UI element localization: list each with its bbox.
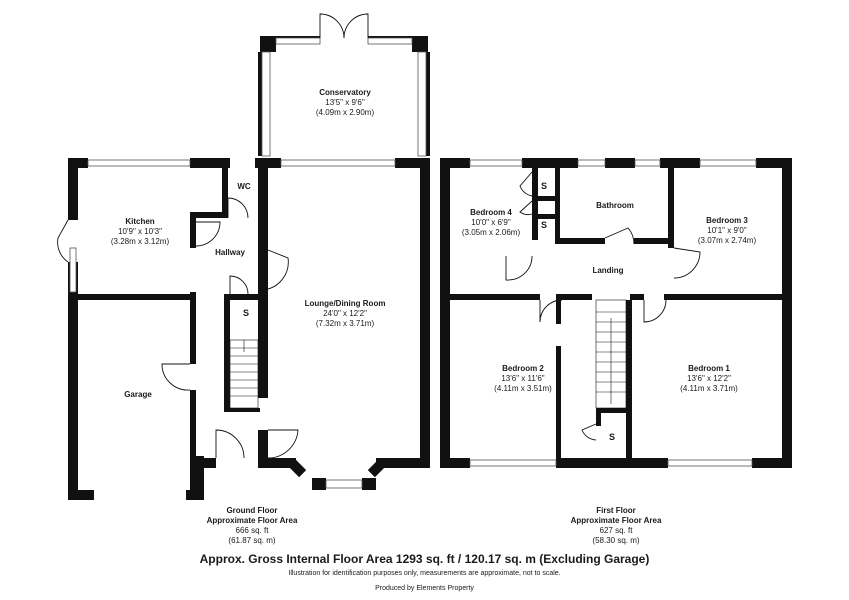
room-name: Landing (592, 266, 624, 275)
floor-area-sqm: (61.87 sq. m) (228, 536, 276, 545)
ground-floor-caption (194, 506, 310, 546)
room-metric: (3.05m x 2.06m) (461, 228, 521, 237)
room-name: Bedroom 3 (706, 216, 748, 225)
room-bedroom-4 (454, 208, 528, 238)
room-imperial: 13'6" x 11'6" (501, 374, 545, 383)
floor-area-label: Approximate Floor Area (206, 516, 298, 525)
room-name: Lounge/Dining Room (304, 299, 386, 308)
first-floor-caption (558, 506, 674, 546)
store-label: S (243, 308, 250, 318)
room-landing (578, 266, 638, 276)
room-name: Conservatory (319, 88, 371, 97)
room-wc (228, 182, 260, 192)
room-bedroom-2 (478, 364, 568, 394)
producer-credit: Produced by Elements Property (375, 585, 474, 592)
room-name: Kitchen (125, 217, 155, 226)
room-imperial: 10'9" x 10'3" (118, 227, 162, 236)
room-metric: (4.11m x 3.51m) (494, 384, 552, 393)
room-kitchen (92, 217, 188, 247)
room-lounge (286, 299, 404, 329)
room-conservatory (290, 88, 400, 118)
room-metric: (3.28m x 3.12m) (110, 237, 170, 246)
store-label: S (609, 432, 616, 442)
floor-area-label: Approximate Floor Area (570, 516, 662, 525)
room-bedroom-3 (684, 216, 770, 246)
room-imperial: 24'0" x 12'2" (323, 309, 367, 318)
room-name: Bathroom (596, 201, 634, 210)
room-metric: (3.07m x 2.74m) (697, 236, 757, 245)
room-name: Bedroom 4 (470, 208, 512, 217)
room-name: Garage (124, 390, 152, 399)
room-name: Bedroom 1 (688, 364, 730, 373)
room-name: Bedroom 2 (502, 364, 544, 373)
room-metric: (7.32m x 3.71m) (315, 319, 375, 328)
room-bathroom (580, 201, 650, 211)
room-metric: (4.11m x 3.71m) (680, 384, 738, 393)
floor-area-sqm: (58.30 sq. m) (592, 536, 640, 545)
store-label: S (541, 181, 548, 191)
room-name: WC (237, 182, 251, 191)
room-name: Hallway (215, 248, 245, 257)
floor-title: First Floor (596, 506, 636, 515)
store-label: S (541, 220, 548, 230)
room-imperial: 10'1" x 9'0" (707, 226, 747, 235)
room-hallway (200, 248, 260, 258)
disclaimer: Illustration for identification purposes only, measurements are approximate, not to scale. (288, 570, 561, 577)
room-garage (108, 390, 168, 400)
floor-area-sqft: 666 sq. ft (235, 526, 269, 535)
floor-area-sqft: 627 sq. ft (599, 526, 633, 535)
room-imperial: 10'0" x 6'9" (471, 218, 511, 227)
room-bedroom-1 (664, 364, 754, 394)
room-metric: (4.09m x 2.90m) (315, 108, 375, 117)
room-imperial: 13'6" x 12'2" (687, 374, 731, 383)
floor-title: Ground Floor (226, 506, 278, 515)
room-imperial: 13'5" x 9'6" (325, 98, 365, 107)
gross-floor-area: Approx. Gross Internal Floor Area 1293 sq. ft / 120.17 sq. m (Excluding Garage) (199, 552, 650, 566)
